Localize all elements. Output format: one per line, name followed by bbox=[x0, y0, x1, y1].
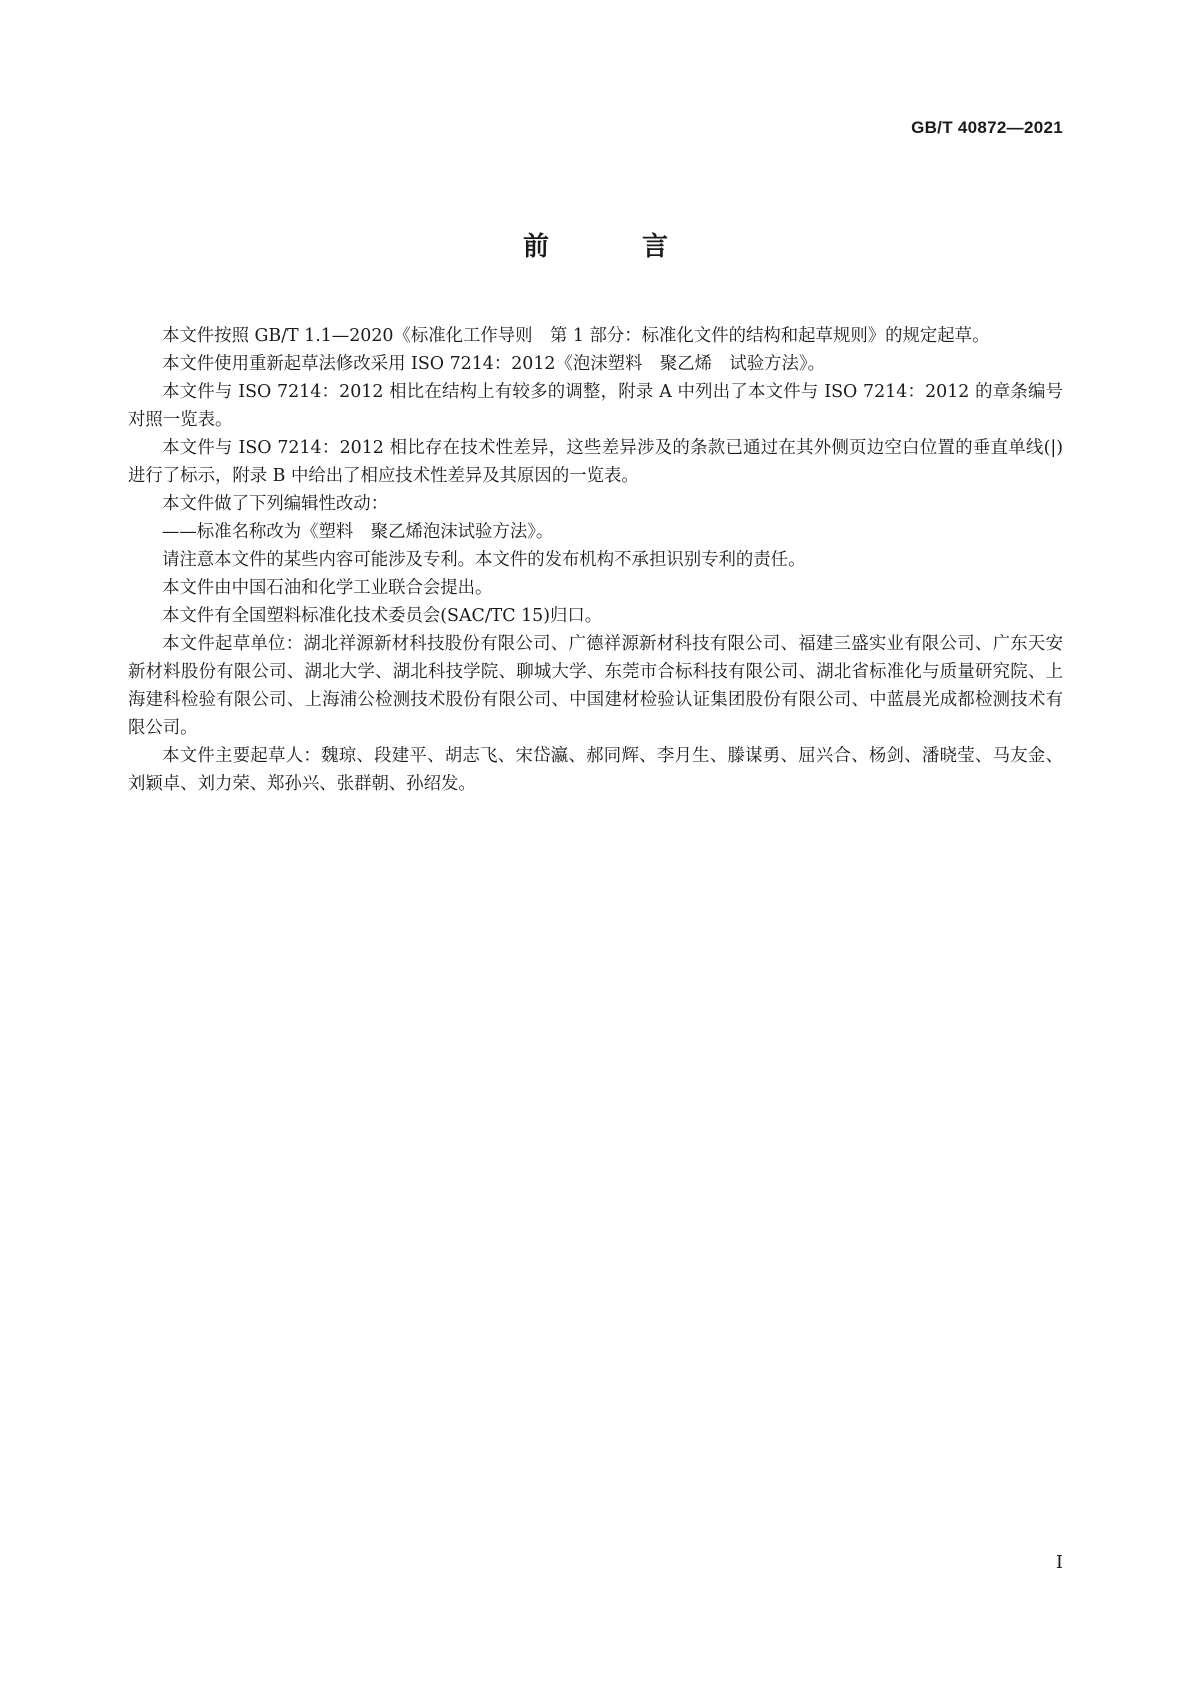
paragraph-editorial-changes: 本文件做了下列编辑性改动： bbox=[162, 494, 389, 514]
paragraph-drafting-organizations: 本文件起草单位：湖北祥源新材科技股份有限公司、广德祥源新材科技有限公司、福建三盛实业有限公司、广东天安新材料股份有限公司、湖北大学、湖北科技学院、聊城大学、东莞市合标科技有限公司、湖北省标准化与质量研究院、上海建科检验有限公司、上海浦公检测技术股份有限公司、中国建材检验认证集团股份有限公司、中蓝晨光成都检测技术有限公司。 bbox=[128, 634, 1063, 738]
paragraph-title-change: ——标准名称改为《塑料 聚乙烯泡沫试验方法》。 bbox=[162, 522, 554, 542]
paragraph-drafting-rules: 本文件按照 GB/T 1.1—2020《标准化工作导则 第 1 部分：标准化文件的结构和起草规则》的规定起草。 bbox=[162, 326, 990, 346]
paragraph-technical-deviations: 本文件与 ISO 7214：2012 相比存在技术性差异，这些差异涉及的条款已通过在其外侧页边空白位置的垂直单线(|)进行了标示，附录 B 中给出了相应技术性差异及其原因的一览表。 bbox=[128, 438, 1063, 486]
page-number: I bbox=[1055, 1552, 1063, 1573]
paragraph-technical-committee: 本文件有全国塑料标准化技术委员会(SAC/TC 15)归口。 bbox=[162, 606, 603, 626]
paragraph-patent-notice: 请注意本文件的某些内容可能涉及专利。本文件的发布机构不承担识别专利的责任。 bbox=[162, 550, 806, 570]
paragraph-proposer: 本文件由中国石油和化学工业联合会提出。 bbox=[162, 578, 493, 598]
foreword-body bbox=[128, 322, 1063, 798]
paragraph-drafters: 本文件主要起草人：魏琼、段建平、胡志飞、宋岱瀛、郝同辉、李月生、滕谋勇、屈兴合、杨剑、潘晓莹、马友金、刘颖卓、刘力荣、郑孙兴、张群朝、孙绍发。 bbox=[128, 746, 1063, 794]
paragraph-structural-changes: 本文件与 ISO 7214：2012 相比在结构上有较多的调整，附录 A 中列出了本文件与 ISO 7214：2012 的章条编号对照一览表。 bbox=[128, 382, 1063, 430]
page-title: 前 言 bbox=[522, 232, 711, 262]
standard-number: GB/T 40872—2021 bbox=[911, 118, 1063, 137]
paragraph-adoption-method: 本文件使用重新起草法修改采用 ISO 7214：2012《泡沫塑料 聚乙烯 试验方法》。 bbox=[162, 354, 826, 374]
